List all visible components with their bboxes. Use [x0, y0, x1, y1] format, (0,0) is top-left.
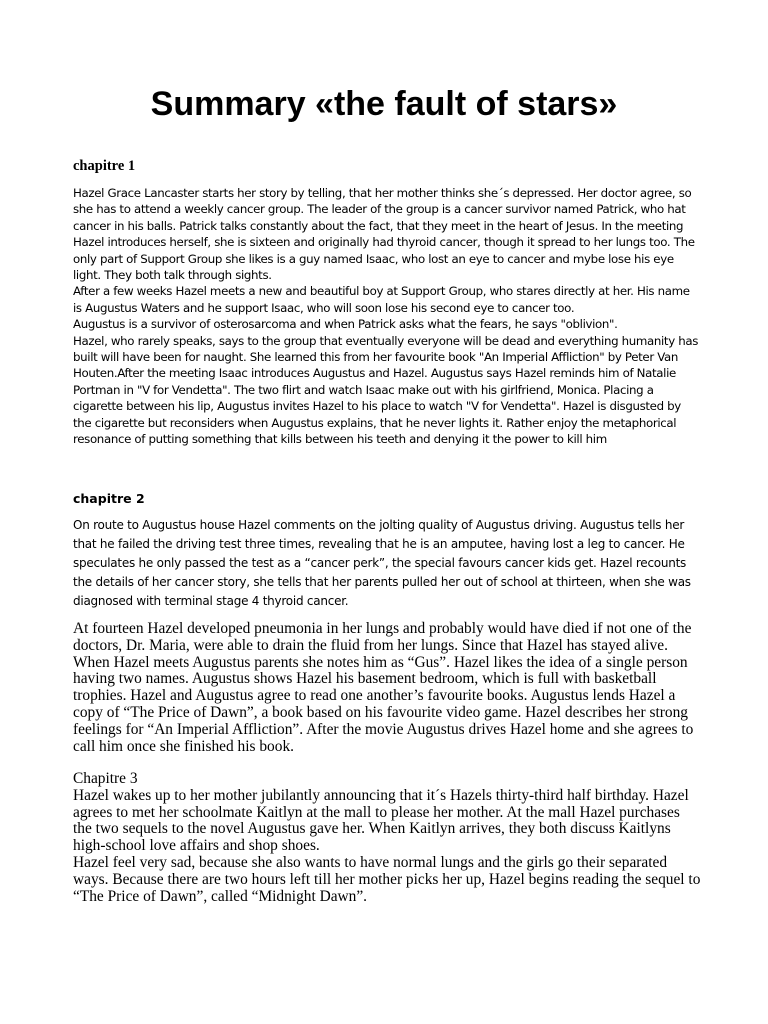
chapter-1-paragraph: Augustus is a survivor of osterosarcoma and when Patrick asks what the fears, he says "oblivion". — [73, 317, 618, 332]
chapter-1-heading: chapitre 1 — [73, 158, 136, 174]
chapter-2-paragraph: At fourteen Hazel developed pneumonia in her lungs and probably would have died if not one of the doctors, Dr. Maria, were able to drain the fluid from her lungs. Since that Hazel has stayed alive. When Hazel meets Augustus parents she notes him as “Gus”. Hazel likes the idea of a single person having two names. Augustus shows Hazel his basement bedroom, which is full with basketball trophies. Hazel and Augustus agree to read one another’s favourite books. Augustus lends Hazel a copy of “The Price of Dawn”, a book based on his favourite video game. Hazel describes her strong feelings for “An Imperial Affliction”. After the movie Augustus drives Hazel home and she agrees to call him once she finished his book. — [73, 620, 694, 755]
chapter-2-heading: chapitre 2 — [73, 491, 145, 506]
document-title: Summary «the fault of stars» — [150, 85, 618, 123]
chapter-3-section — [73, 771, 701, 905]
chapter-1-body — [73, 185, 701, 448]
chapter-2-paragraph: On route to Augustus house Hazel comments on the jolting quality of Augustus driving. Augustus tells her that he failed the driving test three times, revealing that he is an amputee, having lost a leg to cancer. He speculates he only passed the test as a “cancer perk”, the special favours cancer kids get. Hazel recounts the details of her cancer story, she tells that her parents pulled her out of school at thirteen, when she was diagnosed with terminal stage 4 thyroid cancer. — [73, 518, 691, 608]
chapter-1-paragraph: After a few weeks Hazel meets a new and beautiful boy at Support Group, who stares directly at her. His name is Augustus Waters and he support Isaac, who will soon lose his second eye to cancer too. — [73, 284, 690, 315]
chapter-1-paragraph: Hazel, who rarely speaks, says to the group that eventually everyone will be dead and everything humanity has built will have been for naught. She learned this from her favourite book "An Imperial Affliction" by Peter Van Houten.After the meeting Isaac introduces Augustus and Hazel. Augustus says Hazel reminds him of Natalie Portman in "V for Vendetta". The two flirt and watch Isaac make out with his girlfriend, Monica. Placing a cigarette between his lip, Augustus invites Hazel to his place to watch "V for Vendetta". Hazel is disgusted by the cigarette but reconsiders when Augustus explains, that he never lights it. Rather enjoy the metaphorical resonance of putting something that kills between his teeth and denying it the power to kill him — [73, 333, 699, 447]
chapter-2-body-serif — [73, 621, 701, 755]
chapter-2-body-sans — [73, 516, 701, 611]
chapter-1-paragraph: Hazel Grace Lancaster starts her story by telling, that her mother thinks she´s depressed. Her doctor agree, so she has to attend a weekly cancer group. The leader of the group is a cancer survivor named Patrick, who hat cancer in his balls. Patrick talks constantly about the fact, that they meet in the heart of Jesus. In the meeting Hazel introduces herself, she is sixteen and originally had thyroid cancer, though it spread to her lungs too. The only part of Support Group she likes is a guy named Isaac, who lost an eye to cancer and mybe lose his eye light. They both talk through sights. — [73, 186, 695, 283]
chapter-3-paragraph: Hazel wakes up to her mother jubilantly announcing that it´s Hazels thirty-third half birthday. Hazel agrees to met her schoolmate Kaitlyn at the mall to please her mother. At the mall Hazel purchases the two sequels to the novel Augustus gave her. When Kaitlyn arrives, they both discuss Kaitlyns high-school love affairs and shop shoes. — [73, 786, 689, 855]
chapter-3-heading: Chapitre 3 — [73, 770, 138, 787]
chapter-3-paragraph: Hazel feel very sad, because she also wants to have normal lungs and the girls go their separated ways. Because there are two hours left till her mother picks her up, Hazel begins reading the sequel to “The Price of Dawn”, called “Midnight Dawn”. — [73, 853, 701, 905]
